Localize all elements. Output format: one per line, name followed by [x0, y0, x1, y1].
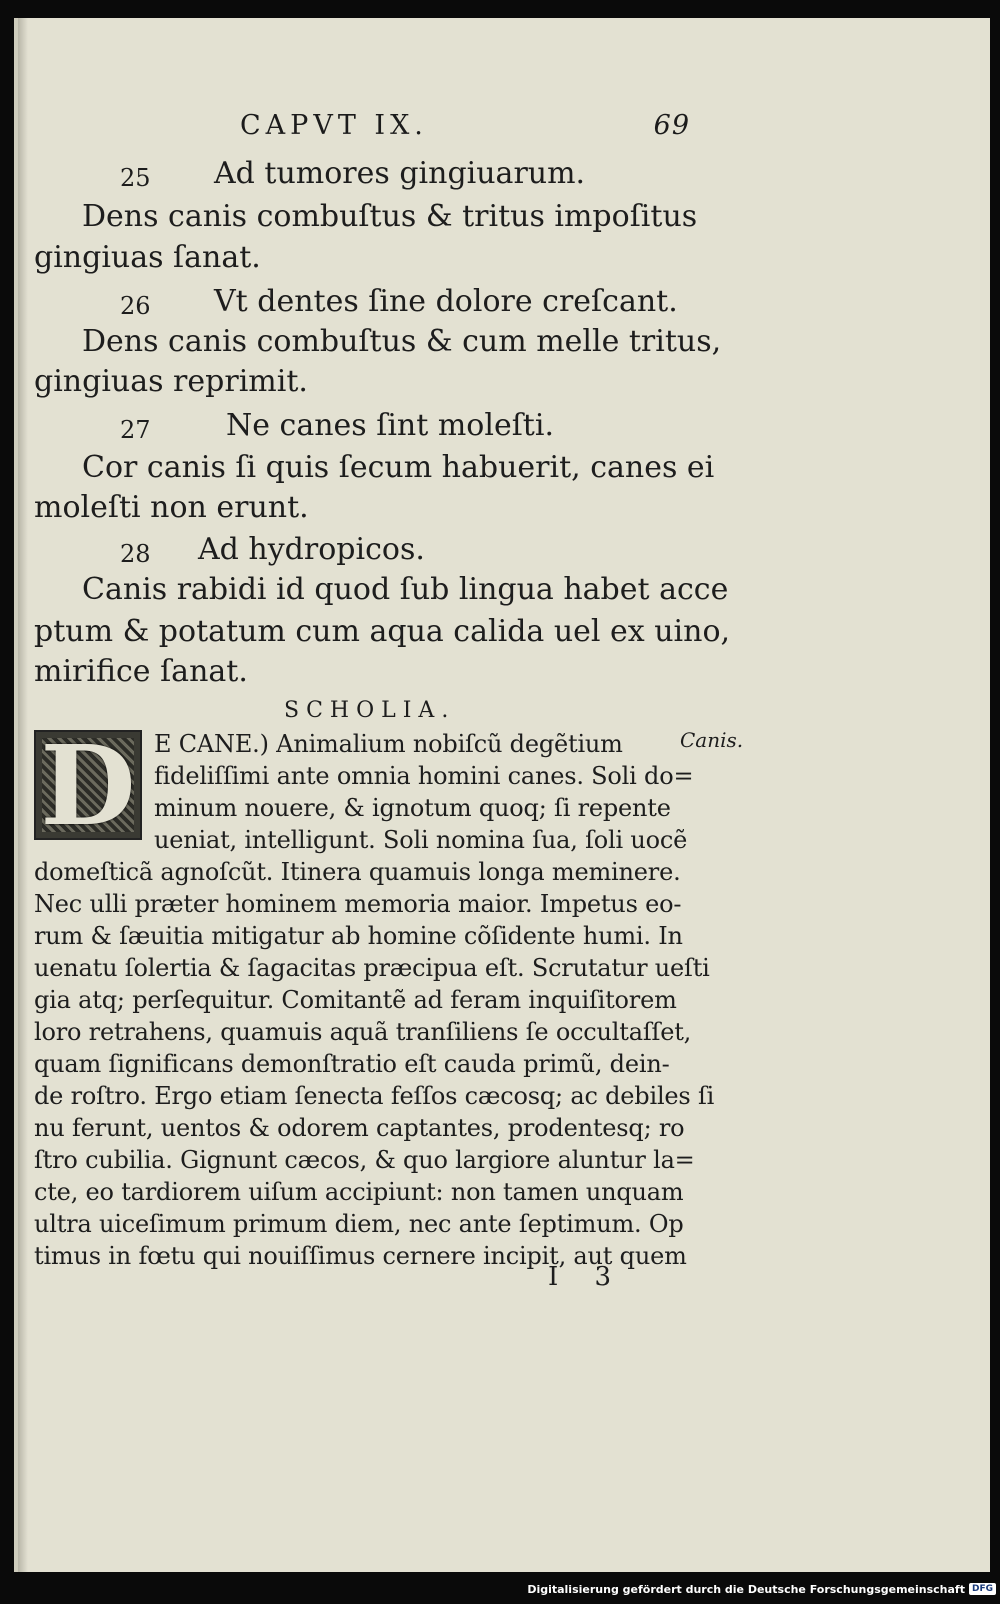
- marginal-note: Canis.: [680, 728, 744, 752]
- recipe-body-line: mirifice ſanat.: [34, 654, 248, 689]
- decorated-initial: [34, 721, 142, 850]
- recipe-body-line: Cor canis ſi quis ſecum habuerit, canes ei: [82, 450, 715, 485]
- recipe-body-line: Dens canis combuſtus & tritus impoſitus: [82, 199, 698, 234]
- initial-letter: D: [40, 721, 136, 850]
- recipe-number: 26: [120, 292, 151, 320]
- recipe-title: Ad tumores gingiuarum.: [214, 156, 586, 191]
- scholia-line: domeſticã agnoſcũt. Itinera quamuis longa meminere.: [34, 858, 681, 886]
- scholia-line: Nec ulli præter hominem memoria maior. Impetus eo-: [34, 890, 682, 918]
- scholia-line: nu ferunt, uentos & odorem captantes, prodentesq; ro: [34, 1114, 685, 1142]
- page-gutter-shadow: [18, 18, 28, 1572]
- scholia-line: de roſtro. Ergo etiam ſenecta feſſos cæcosq; ac debiles ſi: [34, 1082, 715, 1110]
- dfg-logo: DFG: [969, 1583, 996, 1595]
- scholia-line: quam ſignificans demonſtratio eſt cauda primũ, dein-: [34, 1050, 670, 1078]
- recipe-title: Ad hydropicos.: [198, 532, 425, 567]
- recipe-body-line: gingiuas reprimit.: [34, 364, 308, 399]
- signature-mark: I 3: [548, 1262, 626, 1292]
- recipe-body-line: gingiuas ſanat.: [34, 240, 261, 275]
- recipe-body-line: Canis rabidi id quod ſub lingua habet acce: [82, 572, 729, 607]
- recipe-number: 25: [120, 164, 151, 192]
- recipe-title: Ne canes ſint moleſti.: [226, 408, 554, 443]
- digitization-footer: [527, 1576, 996, 1602]
- scholia-line: minum nouere, & ignotum quoq; ſi repente: [154, 794, 671, 822]
- recipe-body-line: moleſti non erunt.: [34, 490, 309, 525]
- scholia-line: ſtro cubilia. Gignunt cæcos, & quo largiore aluntur la=: [34, 1146, 695, 1174]
- running-header: [240, 110, 690, 150]
- scholia-line: rum & ſæuitia mitigatur ab homine cõſidente humi. In: [34, 922, 683, 950]
- page-number: 69: [653, 110, 690, 141]
- scholia-line: ueniat, intelligunt. Soli nomina ſua, ſoli uocẽ: [154, 826, 688, 854]
- scholia-line: loro retrahens, quamuis aquã tranſiliens ſe occultaſſet,: [34, 1018, 692, 1046]
- scholia-line: E CANE.) Animalium nobiſcũ degẽtium: [154, 730, 623, 758]
- scholia-heading: SCHOLIA.: [284, 698, 456, 723]
- scholia-line: timus in fœtu qui nouiſſimus cernere incipit, aut quem: [34, 1242, 687, 1270]
- recipe-body-line: ptum & potatum cum aqua calida uel ex uino,: [34, 614, 731, 649]
- running-title: CAPVT IX.: [240, 110, 428, 141]
- scholia-line: cte, eo tardiorem uiſum accipiunt: non tamen unquam: [34, 1178, 684, 1206]
- recipe-number: 28: [120, 540, 151, 568]
- scholia-line: uenatu ſolertia & ſagacitas præcipua eſt. Scrutatur ueſti: [34, 954, 710, 982]
- recipe-title: Vt dentes ſine dolore creſcant.: [214, 284, 678, 319]
- funding-credit: Digitalisierung gefördert durch die Deutsche Forschungsgemeinschaft: [527, 1582, 965, 1596]
- recipe-body-line: Dens canis combuſtus & cum melle tritus,: [82, 324, 722, 359]
- recipe-number: 27: [120, 416, 151, 444]
- scholia-line: gia atq; perſequitur. Comitantẽ ad feram inquiſitorem: [34, 986, 677, 1014]
- scholia-line: fideliſſimi ante omnia homini canes. Soli do=: [154, 762, 694, 790]
- scholia-line: ultra uiceſimum primum diem, nec ante ſeptimum. Op: [34, 1210, 684, 1238]
